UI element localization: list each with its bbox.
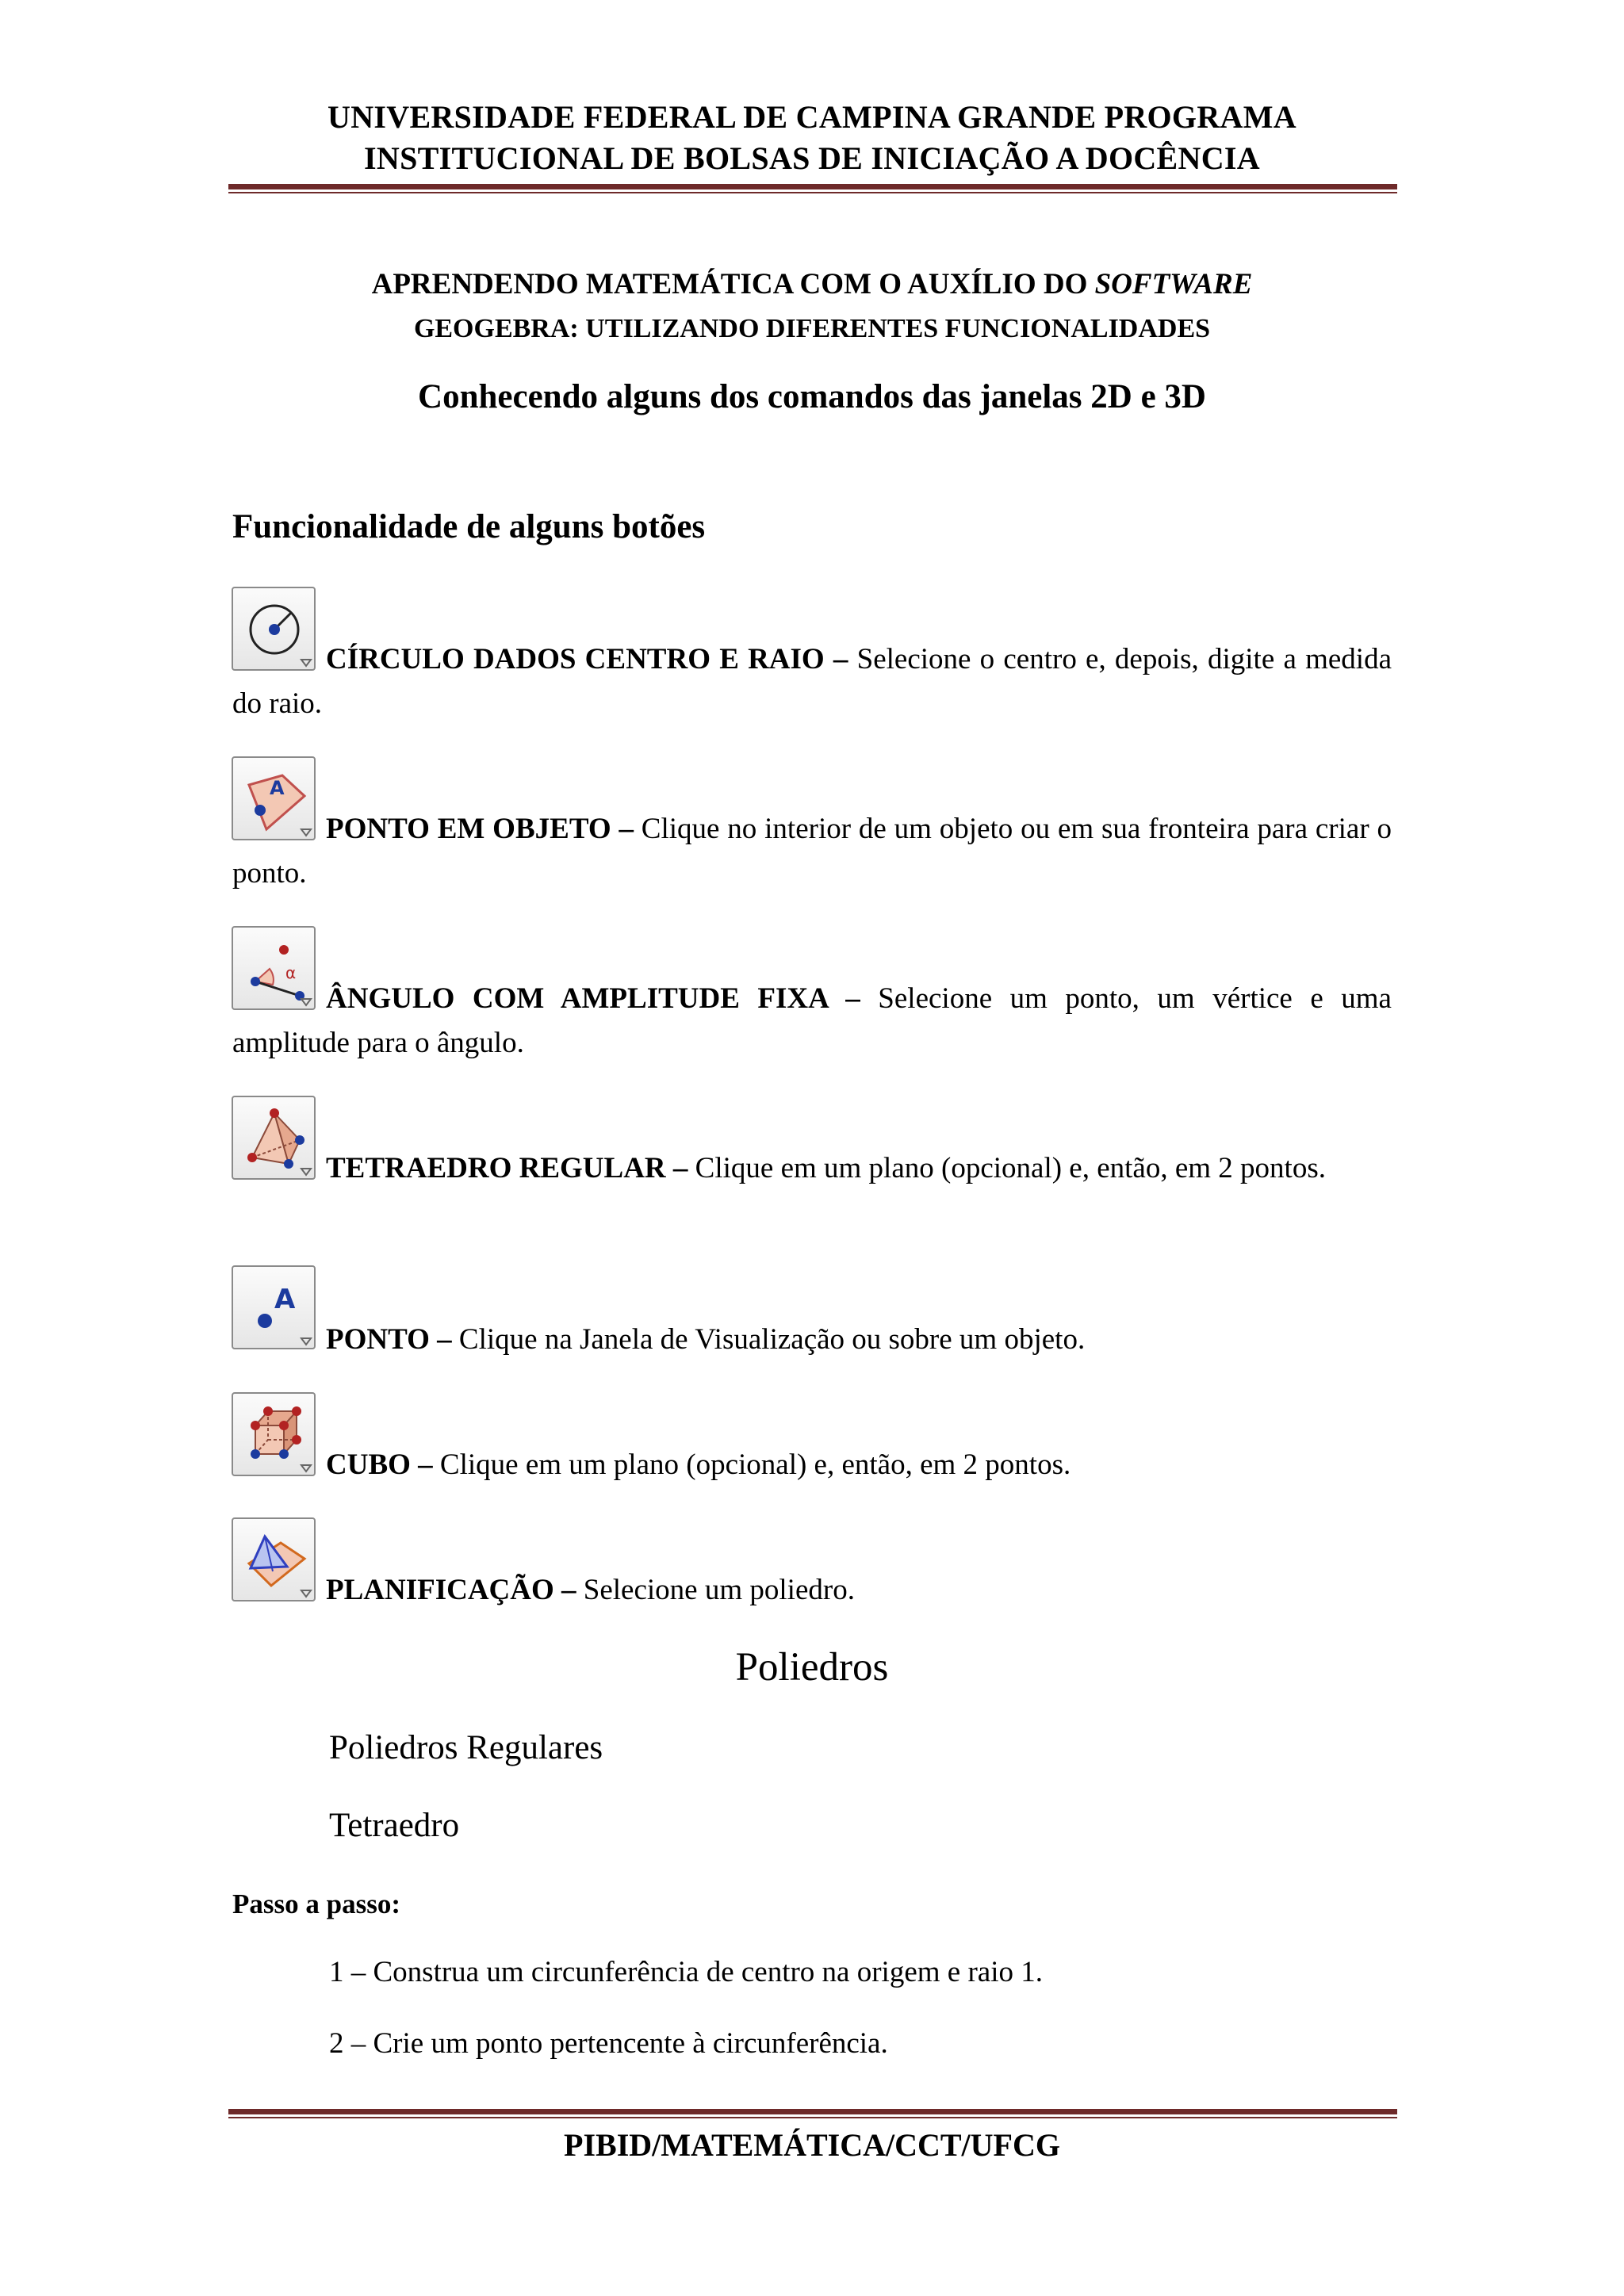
tool-name-net: PLANIFICAÇÃO –: [326, 1574, 576, 1606]
svg-text:A: A: [274, 1284, 296, 1315]
svg-text:α: α: [285, 963, 297, 982]
tool-description-cube: [232, 1443, 1392, 1487]
doc-title-prefix: APRENDENDO MATEMÁTICA COM O AUXÍLIO DO: [371, 268, 1095, 300]
tool-description-point: [232, 1318, 1392, 1362]
tool-text-net: Selecione um poliedro.: [576, 1574, 855, 1606]
doc-subtitle: Conhecendo alguns dos comandos das janelas 2D e 3D: [418, 378, 1206, 415]
header-line-2: INSTITUCIONAL DE BOLSAS DE INICIAÇÃO A DOCÊNCIA: [364, 140, 1260, 176]
tool-description-angle: [232, 977, 1392, 1066]
step-2: 2 – Crie um ponto pertencente à circunferência.: [329, 2027, 888, 2060]
tool-text-point-on-object: Clique no interior de um objeto ou em sua fronteira para criar o ponto.: [232, 813, 1392, 890]
tool-description-tetrahedron: [232, 1146, 1392, 1191]
poliedros-title: Poliedros: [735, 1645, 889, 1689]
doc-title-line-2: GEOGEBRA: UTILIZANDO DIFERENTES FUNCIONALIDADES: [413, 314, 1211, 343]
tool-name-point: PONTO –: [326, 1323, 452, 1356]
tool-description-point-on-object: [232, 807, 1392, 896]
tool-text-circle: Selecione o centro e, depois, digite a medida do raio.: [232, 643, 1392, 720]
doc-title-line-1: [0, 263, 1624, 306]
tool-name-angle: ÂNGULO COM AMPLITUDE FIXA –: [326, 982, 860, 1015]
section-heading: Funcionalidade de alguns botões: [232, 508, 706, 545]
doc-title-italic: SOFTWARE: [1094, 268, 1253, 300]
tool-text-angle: Selecione um ponto, um vértice e uma amplitude para o ângulo.: [232, 982, 1392, 1059]
poliedros-item-tetraedro: Tetraedro: [329, 1807, 460, 1844]
tool-name-tetrahedron: TETRAEDRO REGULAR –: [326, 1152, 688, 1184]
tool-description-net: [232, 1568, 1392, 1613]
tool-name-cube: CUBO –: [326, 1448, 433, 1481]
tool-name-circle: CÍRCULO DADOS CENTRO E RAIO –: [326, 643, 848, 675]
step-1: 1 – Construa um circunferência de centro na origem e raio 1.: [329, 1956, 1043, 1988]
footer-text: PIBID/MATEMÁTICA/CCT/UFCG: [564, 2127, 1060, 2163]
svg-text:A: A: [270, 777, 285, 799]
footer-rule: [228, 2109, 1397, 2118]
tool-name-point-on-object: PONTO EM OBJETO –: [326, 813, 634, 845]
poliedros-item-regulares: Poliedros Regulares: [329, 1729, 603, 1766]
header-line-1: UNIVERSIDADE FEDERAL DE CAMPINA GRANDE PROGRAMA: [327, 99, 1297, 135]
passo-a-passo-label: Passo a passo:: [232, 1888, 400, 1919]
tool-text-point: Clique na Janela de Visualização ou sobre um objeto.: [451, 1323, 1086, 1356]
tool-text-cube: Clique em um plano (opcional) e, então, em 2 pontos.: [432, 1448, 1071, 1481]
tool-text-tetrahedron: Clique em um plano (opcional) e, então, em 2 pontos.: [688, 1152, 1326, 1184]
header-rule: [228, 184, 1397, 193]
tool-description-circle: [232, 637, 1392, 726]
